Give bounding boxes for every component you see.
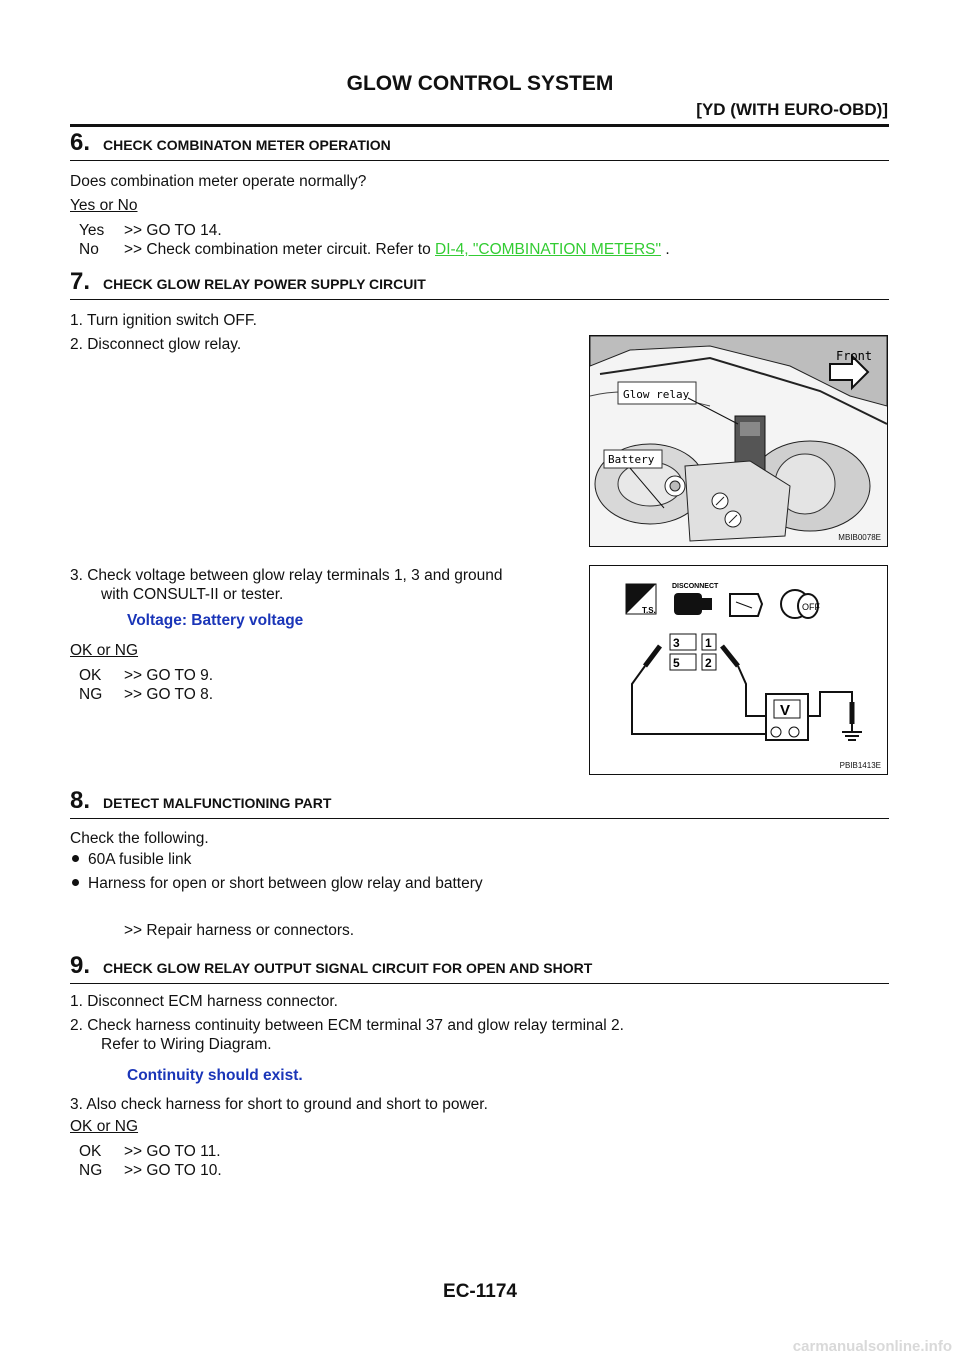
disconnect-label: DISCONNECT bbox=[672, 583, 719, 590]
off-label: OFF bbox=[802, 602, 820, 612]
step-7-heading bbox=[70, 268, 889, 300]
engine-variant-subtitle: [YD (WITH EURO-OBD)] bbox=[696, 100, 888, 119]
step-title: CHECK GLOW RELAY OUTPUT SIGNAL CIRCUIT FOR OPEN AND SHORT bbox=[103, 960, 593, 976]
terminal-3: 3 bbox=[673, 636, 680, 650]
bullet-text: 60A fusible link bbox=[88, 851, 192, 868]
ok-or-ng-label: OK or NG bbox=[70, 642, 139, 659]
glow-relay-label: Glow relay bbox=[623, 388, 690, 401]
voltage-spec: Voltage: Battery voltage bbox=[127, 612, 304, 629]
step-8-heading bbox=[70, 787, 889, 819]
terminal-2: 2 bbox=[705, 656, 712, 670]
result-ok-key: OK bbox=[79, 1143, 102, 1160]
bullet-item bbox=[72, 874, 483, 893]
result-ng-action: >> GO TO 8. bbox=[124, 686, 214, 703]
step-9-item-3: 3. Also check harness for short to ground and short to power. bbox=[70, 1096, 488, 1113]
page-number: EC-1174 bbox=[443, 1281, 517, 1302]
voltage-check-figure bbox=[589, 565, 888, 775]
result-ok-action: >> GO TO 9. bbox=[124, 667, 214, 684]
step-9-item-1: 1. Disconnect ECM harness connector. bbox=[70, 993, 338, 1010]
section-title: GLOW CONTROL SYSTEM bbox=[346, 72, 614, 95]
step-number: 6. bbox=[70, 129, 91, 156]
result-no-action bbox=[124, 240, 670, 259]
step-8-action: >> Repair harness or connectors. bbox=[124, 922, 355, 939]
step-7-item-2: 2. Disconnect glow relay. bbox=[70, 336, 242, 353]
result-ok-action: >> GO TO 11. bbox=[124, 1143, 221, 1160]
figure-code: PBIB1413E bbox=[839, 761, 881, 770]
bullet-item bbox=[72, 850, 191, 869]
terminal-1: 1 bbox=[705, 636, 712, 650]
step-6-question: Does combination meter operate normally? bbox=[70, 173, 367, 190]
result-no-text: >> Check combination meter circuit. Refer to bbox=[124, 241, 431, 258]
voltage-check-diagram bbox=[590, 566, 887, 774]
yes-or-no-label: Yes or No bbox=[70, 197, 138, 214]
result-yes-key: Yes bbox=[79, 222, 105, 239]
step-title: CHECK GLOW RELAY POWER SUPPLY CIRCUIT bbox=[103, 276, 426, 292]
step-title: DETECT MALFUNCTIONING PART bbox=[103, 795, 332, 811]
bullet-text: Harness for open or short between glow relay and battery bbox=[88, 875, 483, 892]
figure-code: MBIB0078E bbox=[838, 533, 881, 542]
result-ng-key: NG bbox=[79, 1162, 103, 1179]
step-9-item-2: 2. Check harness continuity between ECM terminal 37 and glow relay terminal 2. bbox=[70, 1017, 624, 1034]
front-label: Front bbox=[836, 349, 873, 363]
step-number: 9. bbox=[70, 952, 91, 979]
combination-meters-link[interactable]: DI-4, "COMBINATION METERS" bbox=[435, 241, 662, 258]
step-9-heading bbox=[70, 952, 889, 984]
result-yes-action: >> GO TO 14. bbox=[124, 222, 222, 239]
engine-bay-illustration bbox=[590, 336, 887, 546]
battery-label: Battery bbox=[608, 453, 655, 466]
result-no-tail: . bbox=[665, 241, 670, 258]
step-7-item-3-cont: with CONSULT-II or tester. bbox=[101, 586, 284, 603]
result-ng-action: >> GO TO 10. bbox=[124, 1162, 222, 1179]
result-ng-key: NG bbox=[79, 686, 103, 703]
step-6-heading bbox=[70, 129, 889, 161]
step-number: 8. bbox=[70, 787, 91, 814]
header-rule bbox=[70, 124, 889, 127]
glow-relay-location-figure bbox=[589, 335, 888, 547]
continuity-spec: Continuity should exist. bbox=[127, 1067, 303, 1084]
step-title: CHECK COMBINATON METER OPERATION bbox=[103, 137, 391, 153]
bullet-dot-icon bbox=[72, 855, 79, 862]
ts-icon-label: T.S. bbox=[642, 606, 656, 615]
watermark: carmanualsonline.info bbox=[792, 1338, 952, 1355]
bullet-dot-icon bbox=[72, 879, 79, 886]
step-7-item-1: 1. Turn ignition switch OFF. bbox=[70, 312, 257, 329]
meter-label: V bbox=[780, 702, 791, 719]
step-9-item-2-cont: Refer to Wiring Diagram. bbox=[101, 1036, 272, 1053]
result-ok-key: OK bbox=[79, 667, 102, 684]
step-7-item-3: 3. Check voltage between glow relay terminals 1, 3 and ground bbox=[70, 567, 503, 584]
step-number: 7. bbox=[70, 268, 91, 295]
result-no-key: No bbox=[79, 241, 99, 258]
terminal-5: 5 bbox=[673, 656, 680, 670]
ok-or-ng-label: OK or NG bbox=[70, 1118, 139, 1135]
step-8-intro: Check the following. bbox=[70, 830, 209, 847]
